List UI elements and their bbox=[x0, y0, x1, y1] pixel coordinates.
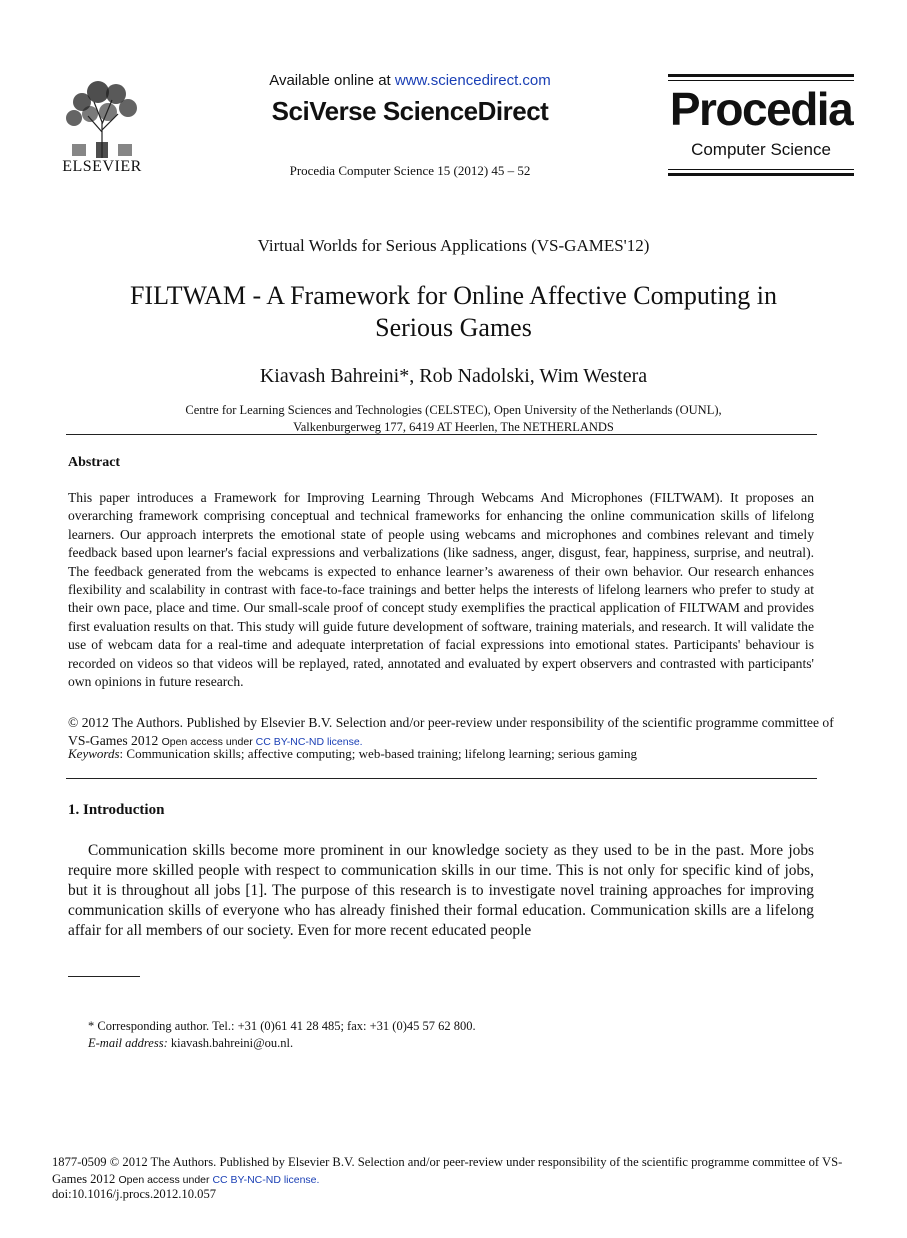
elsevier-tree-icon bbox=[52, 72, 152, 160]
footer-issn-text: 1877-0509 © 2012 The Authors. Published by Elsevier B.V. Selection and/or peer-review under responsibility of the scientific programme committee of VS-Games 2012 bbox=[52, 1155, 843, 1186]
procedia-top-rule bbox=[668, 74, 854, 77]
procedia-subtitle: Computer Science bbox=[691, 140, 831, 159]
available-online-line bbox=[200, 72, 620, 89]
affiliation-line-2: Valkenburgerweg 177, 6419 AT Heerlen, The NETHERLANDS bbox=[293, 420, 614, 434]
procedia-top-thin-rule bbox=[668, 80, 854, 81]
divider-bottom bbox=[66, 778, 817, 779]
journal-reference: Procedia Computer Science 15 (2012) 45 – 52 bbox=[289, 163, 531, 178]
doi[interactable]: doi:10.1016/j.procs.2012.10.057 bbox=[52, 1187, 217, 1201]
paper-title-line-2: Serious Games bbox=[375, 313, 532, 342]
paper-title bbox=[60, 280, 847, 344]
email-label: E-mail address: bbox=[88, 1036, 168, 1050]
keywords bbox=[68, 746, 828, 762]
keywords-label: Keywords bbox=[68, 746, 120, 761]
license-link[interactable]: CC BY-NC-ND license. bbox=[255, 736, 363, 748]
introduction-body: Communication skills become more prominent in our knowledge society as they used to be in the past. More jobs require more skilled people with respect to communication skills in our time. This is not only for specific kind of jobs, but it is throughout all jobs [1]. The purpose of this research is to investigate novel training approaches for improving communication skills of everyone who has already finished their formal education. Communication skills are a lifelong affair for all members of our society. Even for more recent educated people bbox=[68, 842, 814, 939]
conference-name: Virtual Worlds for Serious Applications (VS-GAMES'12) bbox=[257, 236, 650, 255]
procedia-name: Procedia bbox=[669, 83, 853, 135]
email-address[interactable]: kiavash.bahreini@ou.nl. bbox=[167, 1036, 294, 1050]
abstract-heading: Abstract bbox=[68, 455, 121, 470]
footer-copyright bbox=[52, 1154, 872, 1189]
elsevier-wordmark: ELSEVIER bbox=[62, 158, 142, 175]
footer-open-access-prefix: Open access under bbox=[118, 1174, 213, 1186]
sciverse-sciencedirect-brand: SciVerse ScienceDirect bbox=[271, 96, 549, 126]
corresponding-author-footnote: * Corresponding author. Tel.: +31 (0)61 41 28 485; fax: +31 (0)45 57 62 800. bbox=[88, 1019, 476, 1033]
copyright-text: © 2012 The Authors. Published by Elsevier B.V. Selection and/or peer-review under responsibility of the scientific programme committee of VS-Games 2012 bbox=[68, 715, 834, 748]
procedia-logo bbox=[668, 74, 854, 176]
available-prefix: Available online at bbox=[269, 72, 395, 89]
footer-license-link[interactable]: CC BY-NC-ND license. bbox=[212, 1174, 320, 1186]
email-footnote bbox=[88, 1036, 293, 1051]
keywords-list: : Communication skills; affective computing; web-based training; lifelong learning; serious gaming bbox=[119, 746, 638, 761]
footnote-rule bbox=[68, 976, 140, 977]
abstract-body: This paper introduces a Framework for Improving Learning Through Webcams And Microphones (FILTWAM). It proposes an overarching framework comprising conceptual and technical frameworks for enhancing the online communication skills of lifelong learners. Our approach interprets the emotional state of people using webcams and microphones and combines relevant and timely feedback based upon learner's facial expressions and verbalizations (like sadness, anger, disgust, fear, happiness, surprise, and neutral). The feedback generated from the webcams is expected to enhance learner’s awareness of their own behavior. Our research enhances flexibility and scalability in contrast with face-to-face trainings and better helps the interests of lifelong learners who prefer to study at their own pace, place and time. Our small-scale proof of concept study exemplifies the practical application of FILTWAM and provides first evaluation results on that. This study will guide future development of software, training materials, and research. It will validate the use of webcam data for a real-time and adequate interpretation of facial expressions into emotional states. Participants' behaviour is recorded on videos so that videos will be replayed, rated, annotated and evaluated by expert observers and contrasted with participants' own opinions in future research. bbox=[68, 490, 814, 690]
paper-authors: Kiavash Bahreini*, Rob Nadolski, Wim Westera bbox=[259, 365, 648, 387]
author-affiliation bbox=[60, 402, 847, 436]
introduction-heading: 1. Introduction bbox=[68, 802, 165, 818]
open-access-prefix: Open access under bbox=[161, 736, 256, 748]
procedia-bottom-rule bbox=[668, 173, 854, 176]
paper-title-line-1: FILTWAM - A Framework for Online Affective Computing in bbox=[129, 281, 778, 310]
procedia-bottom-thin-rule bbox=[668, 169, 854, 170]
divider-top bbox=[66, 434, 817, 435]
sciencedirect-link[interactable]: www.sciencedirect.com bbox=[394, 72, 551, 89]
affiliation-line-1: Centre for Learning Sciences and Technologies (CELSTEC), Open University of the Netherlands (OUNL), bbox=[185, 403, 722, 417]
